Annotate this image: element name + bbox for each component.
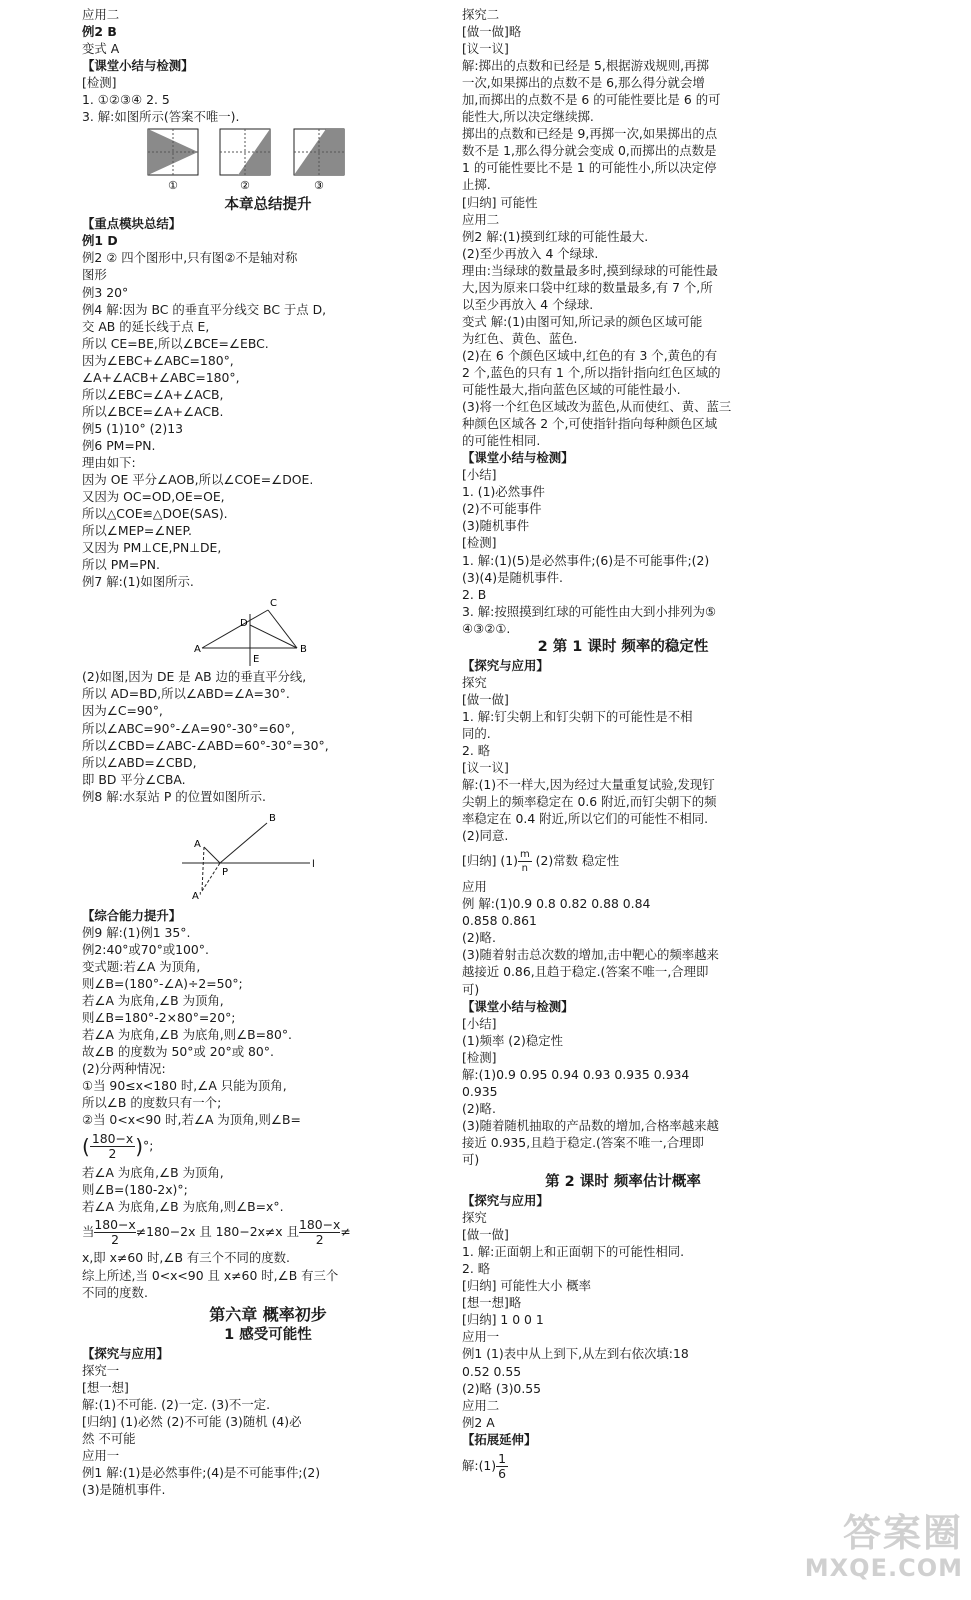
shaded-squares-svg bbox=[82, 125, 454, 191]
text-line: 例 解:(1)0.9 0.8 0.82 0.88 0.84 bbox=[462, 896, 651, 912]
text-line: 若∠A 为底角,∠B 为顶角, bbox=[82, 1165, 224, 1181]
text-line: 数不是 1,那么得分就会变成 0,而掷出的点数是 bbox=[462, 143, 717, 159]
guina-post: (2)常数 稳定性 bbox=[531, 853, 620, 869]
text-line: (2)略. bbox=[462, 930, 496, 946]
text-line: 探究 bbox=[462, 1210, 487, 1226]
text-line: 可) bbox=[462, 1152, 480, 1167]
text-line: 【探究与应用】 bbox=[462, 1193, 549, 1209]
square-label: ② bbox=[240, 179, 250, 192]
text-line: 0.52 0.55 bbox=[462, 1363, 522, 1379]
section1-title: 1 感受可能性 bbox=[224, 1326, 312, 1343]
text-line: 种颜色区域各 2 个,可使指针指向每种颜色区域 bbox=[462, 416, 718, 432]
text-line: 【综合能力提升】 bbox=[82, 907, 182, 923]
text-line: 的可能性相同. bbox=[462, 433, 541, 449]
text-line: 即 BD 平分∠CBA. bbox=[82, 771, 186, 787]
text-line: 所以∠CBD=∠ABC-∠ABD=60°-30°=30°, bbox=[82, 737, 329, 753]
text-line: [做一做] bbox=[462, 691, 509, 707]
frac-line-mid: ≠180−2x 且 180−2x≠x 且 bbox=[135, 1224, 299, 1240]
frac-line-post: ≠ bbox=[340, 1224, 351, 1240]
text-line: 率稳定在 0.4 附近,所以它们的可能性不相同. bbox=[462, 811, 709, 827]
text-line: [归纳] 1 0 0 1 bbox=[462, 1312, 544, 1328]
text-line: 则∠B=(180°-∠A)÷2=50°; bbox=[82, 975, 243, 991]
text-line: 交 AB 的延长线于点 E, bbox=[82, 318, 210, 334]
text-line: 应用二 bbox=[462, 211, 500, 227]
frac-denominator: 2 bbox=[111, 1232, 120, 1248]
text-line: 2 个,蓝色的只有 1 个,所以指针指向红色区域的 bbox=[462, 364, 721, 380]
text-line: 解:掷出的点数和已经是 5,根据游戏规则,再掷 bbox=[462, 58, 709, 74]
text-line: 探究一 bbox=[82, 1362, 120, 1378]
text-line: 则∠B=180°-2×80°=20°; bbox=[82, 1010, 236, 1026]
text-line: 1. 解:钉尖朝上和钉尖朝下的可能性是不相 bbox=[462, 708, 693, 724]
text-line: 3. 解:如图所示(答案不唯一). bbox=[82, 109, 240, 125]
text-line: (2)略. bbox=[462, 1100, 496, 1116]
text-line: 能性大,所以决定继续掷. bbox=[462, 109, 594, 125]
text-line: 以至少再放入 4 个绿球. bbox=[462, 296, 594, 312]
text-line: [检测] bbox=[462, 1049, 497, 1065]
text-line: 3. 解:按照摸到红球的可能性由大到小排列为⑤ bbox=[462, 603, 717, 619]
text-line: (3)(4)是随机事件. bbox=[462, 569, 563, 585]
text-line: 1. 解:(1)(5)是必然事件;(6)是不可能事件;(2) bbox=[462, 552, 710, 568]
text-line: 综上所述,当 0<x<90 且 x≠60 时,∠B 有三个 bbox=[82, 1267, 339, 1283]
label-l: l bbox=[312, 858, 315, 870]
text-line: (3)随着随机抽取的产品数的增加,合格率越来越 bbox=[462, 1117, 719, 1133]
label-P: P bbox=[222, 866, 229, 878]
last-pre: 解:(1) bbox=[462, 1457, 497, 1473]
text-line: 若∠A 为底角,∠B 为顶角, bbox=[82, 992, 224, 1008]
text-line: 因为∠EBC+∠ABC=180°, bbox=[82, 352, 234, 368]
frac-denominator: n bbox=[521, 863, 528, 875]
text-line: 【课堂小结与检测】 bbox=[462, 998, 574, 1014]
text-line: 1. ①②③④ 2. 5 bbox=[82, 92, 170, 108]
text-line: 加,而掷出的点数不是 6 的可能性要比是 6 的可 bbox=[462, 92, 721, 108]
label-D: D bbox=[240, 618, 248, 630]
text-line: 所以∠MEP=∠NEP. bbox=[82, 523, 192, 539]
label-A-prime: A' bbox=[192, 890, 202, 902]
text-line: 理由:当绿球的数量最多时,摸到绿球的可能性最 bbox=[462, 262, 718, 278]
text-line: 探究二 bbox=[462, 7, 500, 22]
text-line: 应用二 bbox=[82, 7, 120, 22]
frac-tail: °; bbox=[143, 1138, 154, 1154]
text-line: 例7 解:(1)如图所示. bbox=[82, 574, 194, 590]
square-label: ① bbox=[168, 179, 178, 192]
text-line: 可) bbox=[462, 981, 480, 997]
text-line: 1. 解:正面朝上和正面朝下的可能性相同. bbox=[462, 1244, 685, 1260]
watermark-logo: 答案圈 bbox=[842, 1511, 963, 1555]
text-line: (2)同意. bbox=[462, 828, 509, 844]
frac-numerator: m bbox=[519, 849, 530, 861]
text-line: 2. 略 bbox=[462, 1261, 491, 1277]
text-line: 应用一 bbox=[462, 1329, 500, 1345]
label-A: A bbox=[194, 838, 201, 850]
shaded-square-3 bbox=[294, 129, 344, 191]
text-line: 然 不可能 bbox=[82, 1430, 136, 1446]
text-line: (2)不可能事件 bbox=[462, 501, 542, 517]
text-line: 例3 20° bbox=[82, 284, 129, 300]
text-line: 【课堂小结与检测】 bbox=[82, 58, 194, 74]
text-line: 同的. bbox=[462, 725, 491, 741]
text-line: 所以∠B 的度数只有一个; bbox=[82, 1095, 222, 1111]
answer-block-top bbox=[82, 6, 454, 125]
text-line: [检测] bbox=[462, 535, 497, 551]
text-line: 例2:40°或70°或100°. bbox=[82, 941, 209, 957]
answer-block-summary bbox=[82, 215, 454, 590]
text-line: 为红色、黄色、蓝色. bbox=[462, 330, 578, 346]
text-line: 所以 CE=BE,所以∠BCE=∠EBC. bbox=[82, 335, 269, 351]
text-line: 【探究与应用】 bbox=[82, 1345, 169, 1361]
text-line: 图形 bbox=[82, 267, 107, 283]
text-line: ②当 0<x<90 时,若∠A 为顶角,则∠B= bbox=[82, 1112, 301, 1128]
text-line: [想一想] bbox=[82, 1379, 129, 1395]
text-line: (2)略 (3)0.55 bbox=[462, 1380, 542, 1396]
frac-numerator: 1 bbox=[498, 1450, 507, 1466]
text-line: 【拓展延伸】 bbox=[462, 1431, 537, 1447]
text-line: 1 的可能性要比不是 1 的可能性小,所以决定停 bbox=[462, 160, 717, 176]
frac-numerator: 180−x bbox=[94, 1217, 136, 1233]
text-line: 又因为 OC=OD,OE=OE, bbox=[82, 489, 225, 505]
text-line: 若∠A 为底角,∠B 为底角,则∠B=x°. bbox=[82, 1199, 284, 1215]
text-line: [做一做]略 bbox=[462, 24, 522, 40]
text-line: 故∠B 的度数为 50°或 20°或 80°. bbox=[82, 1044, 274, 1060]
text-line: 例2 解:(1)摸到红球的可能性最大. bbox=[462, 228, 649, 244]
text-line: [检测] bbox=[82, 75, 117, 91]
text-line: 解:(1)0.9 0.95 0.94 0.93 0.935 0.934 bbox=[462, 1066, 690, 1082]
text-line: [归纳] 可能性 bbox=[462, 194, 538, 210]
text-line: 1. (1)必然事件 bbox=[462, 484, 545, 500]
text-line: 不同的度数. bbox=[82, 1284, 148, 1300]
text-line: [归纳] (1)必然 (2)不可能 (3)随机 (4)必 bbox=[82, 1413, 302, 1429]
text-line: 所以∠BCE=∠A+∠ACB. bbox=[82, 403, 224, 419]
frac-denominator: 2 bbox=[108, 1146, 117, 1162]
text-line: 解:(1)不一样大,因为经过大量重复试验,发现钉 bbox=[462, 777, 715, 793]
label-B: B bbox=[269, 812, 276, 824]
text-line: 尖朝上的频率稳定在 0.6 附近,而钉尖朝下的频 bbox=[462, 794, 717, 810]
text-line: (3)是随机事件. bbox=[82, 1482, 166, 1497]
triangle-svg bbox=[82, 590, 454, 668]
answer-block-conclusion bbox=[82, 1249, 454, 1300]
text-line: 则∠B=(180-2x)°; bbox=[82, 1182, 188, 1198]
last-fraction-line bbox=[462, 1448, 784, 1484]
text-line: 止掷. bbox=[462, 177, 491, 193]
pump-station-svg bbox=[82, 805, 454, 907]
section2-lesson2-title: 第 2 课时 频率估计概率 bbox=[545, 1174, 701, 1191]
text-line: 例9 解:(1)例1 35°. bbox=[82, 924, 191, 940]
text-line: x,即 x≠60 时,∠B 有三个不同的度数. bbox=[82, 1250, 290, 1266]
guina-fraction-line bbox=[462, 844, 784, 878]
text-line: ①当 90≤x<180 时,∠A 只能为顶角, bbox=[82, 1078, 287, 1094]
frac-denominator: 2 bbox=[315, 1232, 324, 1248]
text-line: 例2 ② 四个图形中,只有图②不是轴对称 bbox=[82, 250, 298, 266]
shaded-squares-figure bbox=[82, 125, 454, 191]
fraction-line-1: ( $\frac{180-x}{2}$ )°; bbox=[82, 1131, 154, 1162]
answer-block-frequency-apply bbox=[462, 878, 784, 1168]
text-line: 例1 D bbox=[82, 233, 118, 249]
text-line: 0.935 bbox=[462, 1083, 498, 1099]
text-line: 可能性最大,指向蓝色区域的可能性最小. bbox=[462, 382, 681, 398]
text-line: 理由如下: bbox=[82, 454, 136, 470]
text-line: (3)随着射击总次数的增加,击中靶心的频率越来 bbox=[462, 947, 719, 963]
text-line: 例1 (1)表中从上到下,从左到右依次填:18 bbox=[462, 1346, 689, 1362]
text-line: 因为 OE 平分∠AOB,所以∠COE=∠DOE. bbox=[82, 472, 314, 488]
label-C: C bbox=[270, 598, 277, 610]
text-line: 所以 PM=PN. bbox=[82, 557, 160, 573]
fraction-line-2 bbox=[82, 1215, 454, 1249]
text-line: ∠A+∠ACB+∠ABC=180°, bbox=[82, 369, 240, 385]
text-line: 又因为 PM⊥CE,PN⊥DE, bbox=[82, 540, 222, 556]
text-line: 例8 解:水泵站 P 的位置如图所示. bbox=[82, 788, 266, 804]
section2-lesson1-title: 2 第 1 课时 频率的稳定性 bbox=[537, 638, 709, 655]
text-line: 【重点模块总结】 bbox=[82, 216, 182, 232]
answer-block-estimate bbox=[462, 1192, 784, 1448]
watermark bbox=[805, 1512, 963, 1582]
text-line: 例1 解:(1)是必然事件;(4)是不可能事件;(2) bbox=[82, 1464, 321, 1480]
text-line: 【探究与应用】 bbox=[462, 657, 549, 673]
answer-block-ex7-part2 bbox=[82, 668, 454, 804]
text-line: (3)将一个红色区域改为蓝色,从而使红、黄、蓝三 bbox=[462, 399, 732, 415]
text-line: 越接近 0.86,且趋于稳定.(答案不唯一,合理即 bbox=[462, 964, 709, 980]
text-line: 掷出的点数和已经是 9,再掷一次,如果掷出的点 bbox=[462, 126, 718, 142]
text-line: 接近 0.935,且趋于稳定.(答案不唯一,合理即 bbox=[462, 1134, 704, 1150]
text-line: 【课堂小结与检测】 bbox=[462, 450, 574, 466]
text-line: 解:(1)不可能. (2)一定. (3)不一定. bbox=[82, 1396, 271, 1412]
text-line: 例2 B bbox=[82, 24, 117, 40]
right-column bbox=[462, 6, 784, 1484]
text-line: 例2 A bbox=[462, 1414, 495, 1430]
label-B: B bbox=[300, 644, 307, 656]
text-line: 2. B bbox=[462, 586, 487, 602]
frac-numerator: 180−x bbox=[298, 1217, 341, 1233]
text-line: (2)分两种情况: bbox=[82, 1061, 166, 1077]
text-line: [做一做] bbox=[462, 1227, 509, 1243]
text-line: [想一想]略 bbox=[462, 1295, 522, 1311]
text-line: 探究 bbox=[462, 674, 487, 690]
square-label: ③ bbox=[314, 179, 324, 192]
text-line: [小结] bbox=[462, 1015, 497, 1031]
shaded-square-2 bbox=[220, 129, 270, 191]
text-line: [议一议] bbox=[462, 760, 509, 776]
answer-block-section1 bbox=[82, 1345, 454, 1498]
text-line: 所以△COE≌△DOE(SAS). bbox=[82, 506, 228, 522]
text-line: 例4 解:因为 BC 的垂直平分线交 BC 于点 D, bbox=[82, 301, 327, 317]
text-line: 例6 PM=PN. bbox=[82, 437, 156, 453]
text-line: (3)随机事件 bbox=[462, 518, 530, 534]
text-line: ④③②①. bbox=[462, 620, 511, 636]
label-E: E bbox=[253, 654, 260, 666]
frac-denominator: 6 bbox=[498, 1465, 507, 1481]
text-line: 一次,如果掷出的点数不是 6,那么得分就会增 bbox=[462, 75, 705, 91]
text-line: 所以∠EBC=∠A+∠ACB, bbox=[82, 386, 224, 402]
text-line: 所以∠ABC=90°-∠A=90°-30°=60°, bbox=[82, 720, 295, 736]
text-line: [归纳] 可能性大小 概率 bbox=[462, 1278, 592, 1294]
text-line: 2. 略 bbox=[462, 742, 491, 758]
text-line: 变式题:若∠A 为顶角, bbox=[82, 958, 201, 974]
text-line: 应用一 bbox=[82, 1447, 120, 1463]
chapter6-title: 第六章 概率初步 bbox=[209, 1304, 327, 1324]
text-line: (2)如图,因为 DE 是 AB 边的垂直平分线, bbox=[82, 669, 307, 685]
text-line: 若∠A 为底角,∠B 为底角,则∠B=80°. bbox=[82, 1027, 292, 1043]
text-line: (2)在 6 个颜色区域中,红色的有 3 个,黄色的有 bbox=[462, 347, 718, 363]
answer-block-explore2 bbox=[462, 6, 784, 637]
text-line: 所以∠ABD=∠CBD, bbox=[82, 754, 197, 770]
chapter-summary-title: 本章总结提升 bbox=[224, 197, 312, 214]
frac-line-pre: 当 bbox=[82, 1224, 95, 1240]
label-A: A bbox=[194, 644, 201, 656]
text-line: 变式 A bbox=[82, 41, 120, 57]
text-line: 所以 AD=BD,所以∠ABD=∠A=30°. bbox=[82, 686, 290, 702]
answer-block-comprehensive bbox=[82, 907, 454, 1129]
text-line: [小结] bbox=[462, 467, 497, 483]
watermark-url: MXQE.COM bbox=[804, 1554, 963, 1582]
frac-numerator: 180−x bbox=[91, 1131, 134, 1147]
text-line: (2)至少再放入 4 个绿球. bbox=[462, 245, 599, 261]
shaded-square-1 bbox=[148, 129, 198, 191]
text-line: 应用 bbox=[462, 879, 487, 895]
text-line: 变式 解:(1)由图可知,所记录的颜色区域可能 bbox=[462, 313, 703, 329]
text-line: 因为∠C=90°, bbox=[82, 703, 163, 719]
text-line: 0.858 0.861 bbox=[462, 913, 537, 929]
text-line: 例5 (1)10° (2)13 bbox=[82, 420, 183, 436]
left-column bbox=[82, 6, 454, 1498]
answer-block-cases bbox=[82, 1164, 454, 1215]
text-line: 应用二 bbox=[462, 1397, 500, 1413]
text-line: (1)频率 (2)稳定性 bbox=[462, 1032, 563, 1048]
answer-block-frequency bbox=[462, 657, 784, 845]
guina-pre: [归纳] (1) bbox=[462, 853, 518, 869]
text-line: 大,因为原来口袋中红球的数量最多,有 7 个,所 bbox=[462, 279, 713, 295]
text-line: [议一议] bbox=[462, 41, 509, 57]
pump-station-figure-ex8 bbox=[82, 805, 454, 907]
triangle-figure-ex7 bbox=[82, 590, 454, 668]
